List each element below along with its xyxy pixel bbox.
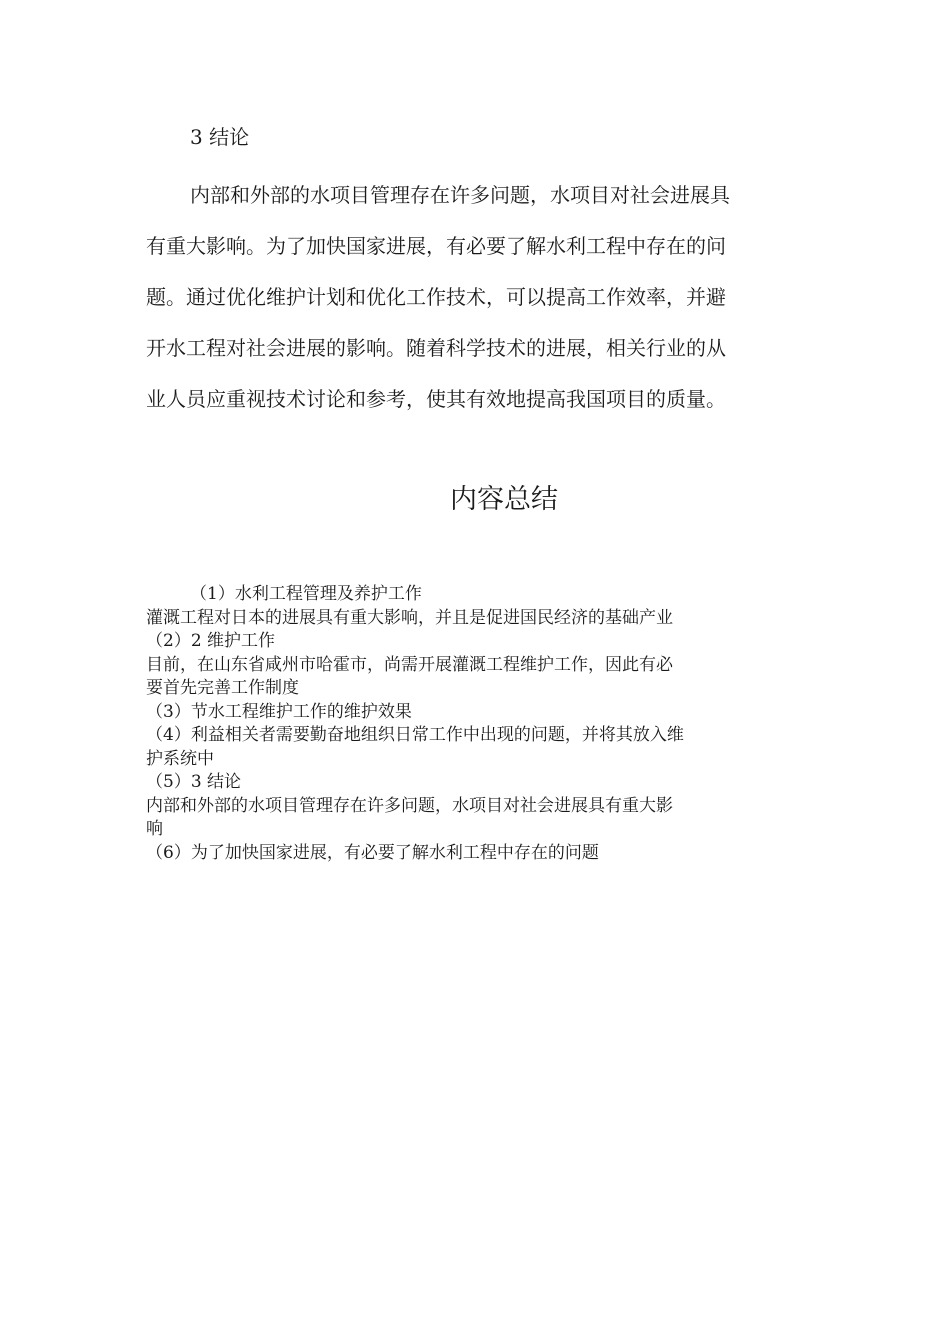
section-heading: 3 结论 bbox=[190, 125, 250, 149]
summary-line: 灌溉工程对日本的进展具有重大影响，并且是促进国民经济的基础产业 bbox=[146, 607, 673, 628]
summary-line: 护系统中 bbox=[146, 748, 214, 769]
conclusion-paragraph bbox=[146, 170, 816, 425]
summary-line: （4）利益相关者需要勤奋地组织日常工作中出现的问题，并将其放入维 bbox=[146, 725, 684, 745]
summary-list bbox=[146, 583, 816, 865]
summary-line: （3）节水工程维护工作的维护效果 bbox=[146, 701, 412, 722]
summary-line: 响 bbox=[146, 819, 163, 839]
paragraph-line: 有重大影响。为了加快国家进展，有必要了解水利工程中存在的问 bbox=[146, 234, 726, 258]
summary-line: （6）为了加快国家进展，有必要了解水利工程中存在的问题 bbox=[146, 842, 599, 863]
summary-title: 内容总结 bbox=[450, 484, 558, 515]
paragraph-line: 内部和外部的水项目管理存在许多问题，水项目对社会进展具 bbox=[190, 183, 730, 207]
paragraph-line: 题。通过优化维护计划和优化工作技术，可以提高工作效率，并避 bbox=[146, 285, 726, 309]
summary-line: （1）水利工程管理及养护工作 bbox=[190, 584, 422, 604]
summary-line: 要首先完善工作制度 bbox=[146, 678, 299, 698]
summary-line: 内部和外部的水项目管理存在许多问题，水项目对社会进展具有重大影 bbox=[146, 795, 673, 816]
summary-line: 目前，在山东省咸州市哈霍市，尚需开展灌溉工程维护工作，因此有必 bbox=[146, 654, 673, 675]
summary-line: （5）3 结论 bbox=[146, 772, 242, 792]
summary-line: （2）2 维护工作 bbox=[146, 631, 276, 651]
paragraph-line: 开水工程对社会进展的影响。随着科学技术的进展，相关行业的从 bbox=[146, 336, 726, 360]
paragraph-line: 业人员应重视技术讨论和参考，使其有效地提高我国项目的质量。 bbox=[146, 387, 726, 411]
